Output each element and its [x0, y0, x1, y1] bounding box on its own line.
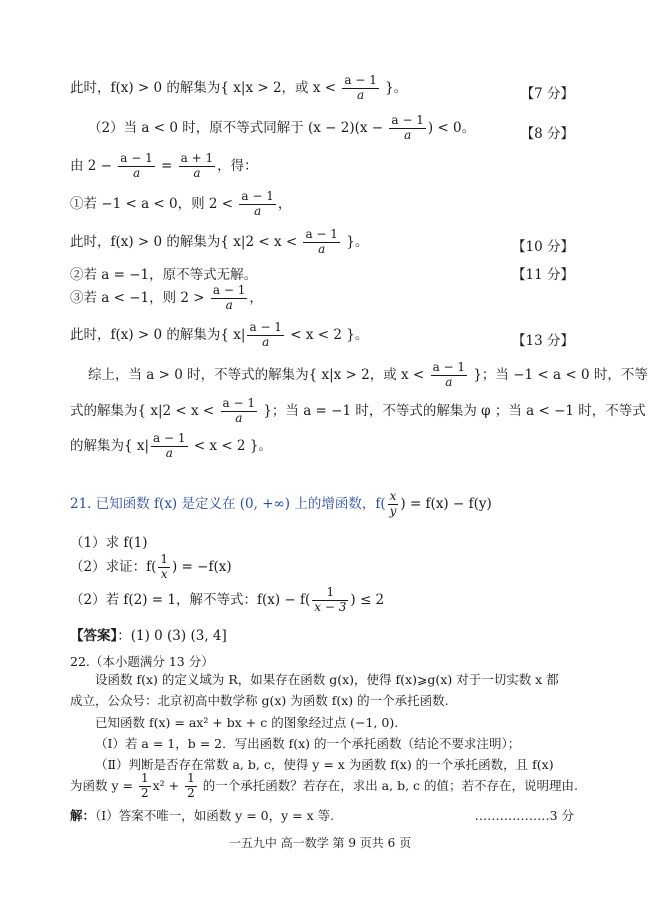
fraction: $\frac{1}{x}$	[160, 552, 168, 581]
line-subcase-1: ①若 −1 < a < 0，则 2 < $\frac{a - 1}{a}$ ，	[70, 189, 292, 218]
question-22-line-1: 设函数 f(x) 的定义域为 R，如果存在函数 g(x)，使得 f(x)⩾g(x) 对于一切实数 x 都	[95, 672, 559, 687]
score-7: 【7 分】	[520, 86, 574, 102]
fraction: $\frac{a - 1}{a}$	[241, 189, 274, 218]
fraction: $\frac{1}{x - 3}$	[314, 585, 347, 614]
question-22-line-2: 成立，公众号：北京初高中数学称 g(x) 为函数 f(x) 的一个承托函数.	[70, 693, 449, 708]
fraction: $\frac{a - 1}{a}$	[344, 73, 377, 102]
line-subcase-3-solution: 此时，f(x) > 0 的解集为{ x| $\frac{a - 1}{a}$ < x < 2 }。	[70, 320, 369, 349]
line-case-a-negative: （2）当 a < 0 时，原不等式同解于 (x − 2)(x − $\frac{a - 1}{a}$ ) < 0。	[88, 113, 476, 142]
question-22-part-1: （Ⅰ）若 a = 1，b = 2．写出函数 f(x) 的一个承托函数（结论不要求注明）；	[95, 736, 521, 751]
fraction: $\frac{a - 1}{a}$	[249, 320, 282, 349]
question-21-answer: 【答案】：(1) 0 (3) (3, 4]	[70, 628, 227, 644]
line-derivation: 由 2 − $\frac{a - 1}{a}$ = $\frac{a + 1}{a}$ ，得：	[70, 151, 258, 180]
fraction: $\frac{x}{y}$	[389, 489, 397, 518]
question-22-line-3: 已知函数 f(x) = ax² + bx + c 的图象经过点 (−1, 0).	[95, 715, 399, 730]
fraction: $\frac{a - 1}{a}$	[222, 396, 256, 425]
question-21-part-3: （2）若 f(2) = 1，解不等式：f(x) − f( $\frac{1}{x - 3}$ ) ≤ 2	[70, 585, 385, 614]
fraction: $\frac{1}{2}$	[140, 771, 149, 800]
line-subcase-2: ②若 a = −1，原不等式无解。	[70, 267, 258, 283]
fraction: $\frac{a + 1}{a}$	[180, 151, 214, 180]
line-summary-2: 式的解集为{ x|2 < x < $\frac{a - 1}{a}$ }；当 a = −1 时，不等式的解集为 φ ；当 a < −1 时，不等式	[70, 396, 646, 425]
question-22-part-2: （Ⅱ）判断是否存在常数 a, b, c，使得 y = x 为函数 f(x) 的一个承托函数，且 f(x)	[95, 757, 554, 772]
question-22-title: 22.（本小题满分 13 分）	[70, 654, 214, 669]
line-summary-1: 综上，当 a > 0 时，不等式的解集为{ x|x > 2，或 x < $\frac{a - 1}{a}$ }；当 −1 < a < 0 时，不等	[88, 360, 648, 389]
fraction: $\frac{a - 1}{a}$	[432, 360, 466, 389]
score-10: 【10 分】	[512, 239, 574, 255]
question-21-title: 21. 已知函数 f(x) 是定义在 (0, +∞) 上的增函数，f( $\frac{x}{y}$ ) = f(x) − f(y)	[70, 489, 492, 518]
question-21-part-2: （2）求证：f( $\frac{1}{x}$ ) = −f(x)	[70, 552, 232, 581]
fraction: $\frac{1}{2}$	[187, 771, 195, 800]
score-13: 【13 分】	[512, 333, 574, 349]
score-11: 【11 分】	[512, 267, 574, 283]
fraction: $\frac{a - 1}{a}$	[153, 431, 186, 460]
fraction: $\frac{a - 1}{a}$	[120, 151, 153, 180]
line-summary-3: 的解集为{ x| $\frac{a - 1}{a}$ < x < 2 }。	[70, 431, 272, 460]
solution-line: 解：（Ⅰ）答案不唯一，如函数 y = 0，y = x 等.	[70, 808, 335, 823]
line-solution-a-positive: 此时，f(x) > 0 的解集为{ x|x > 2，或 x < $\frac{a - 1}{a}$ }。	[70, 73, 408, 102]
page-footer: 一五九中 高一数学 第 9 页共 6 页	[228, 836, 412, 850]
score-3: ………………3 分	[474, 808, 574, 823]
fraction: $\frac{a - 1}{a}$	[305, 227, 338, 256]
fraction: $\frac{a - 1}{a}$	[391, 113, 424, 142]
line-subcase-1-solution: 此时，f(x) > 0 的解集为{ x|2 < x < $\frac{a - 1}{a}$ }。	[70, 227, 369, 256]
fraction: $\frac{a - 1}{a}$	[212, 283, 246, 312]
question-21-part-1: （1）求 f(1)	[70, 535, 148, 551]
score-8: 【8 分】	[520, 126, 574, 142]
question-22-part-2-cont: 为函数 y = $\frac{1}{2}$ x² + $\frac{1}{2}$ 的一个承托函数？若存在，求出 a, b, c 的值；若不存在，说明理由.	[70, 771, 578, 800]
line-subcase-3: ③若 a < −1，则 2 > $\frac{a - 1}{a}$ ，	[70, 283, 263, 312]
